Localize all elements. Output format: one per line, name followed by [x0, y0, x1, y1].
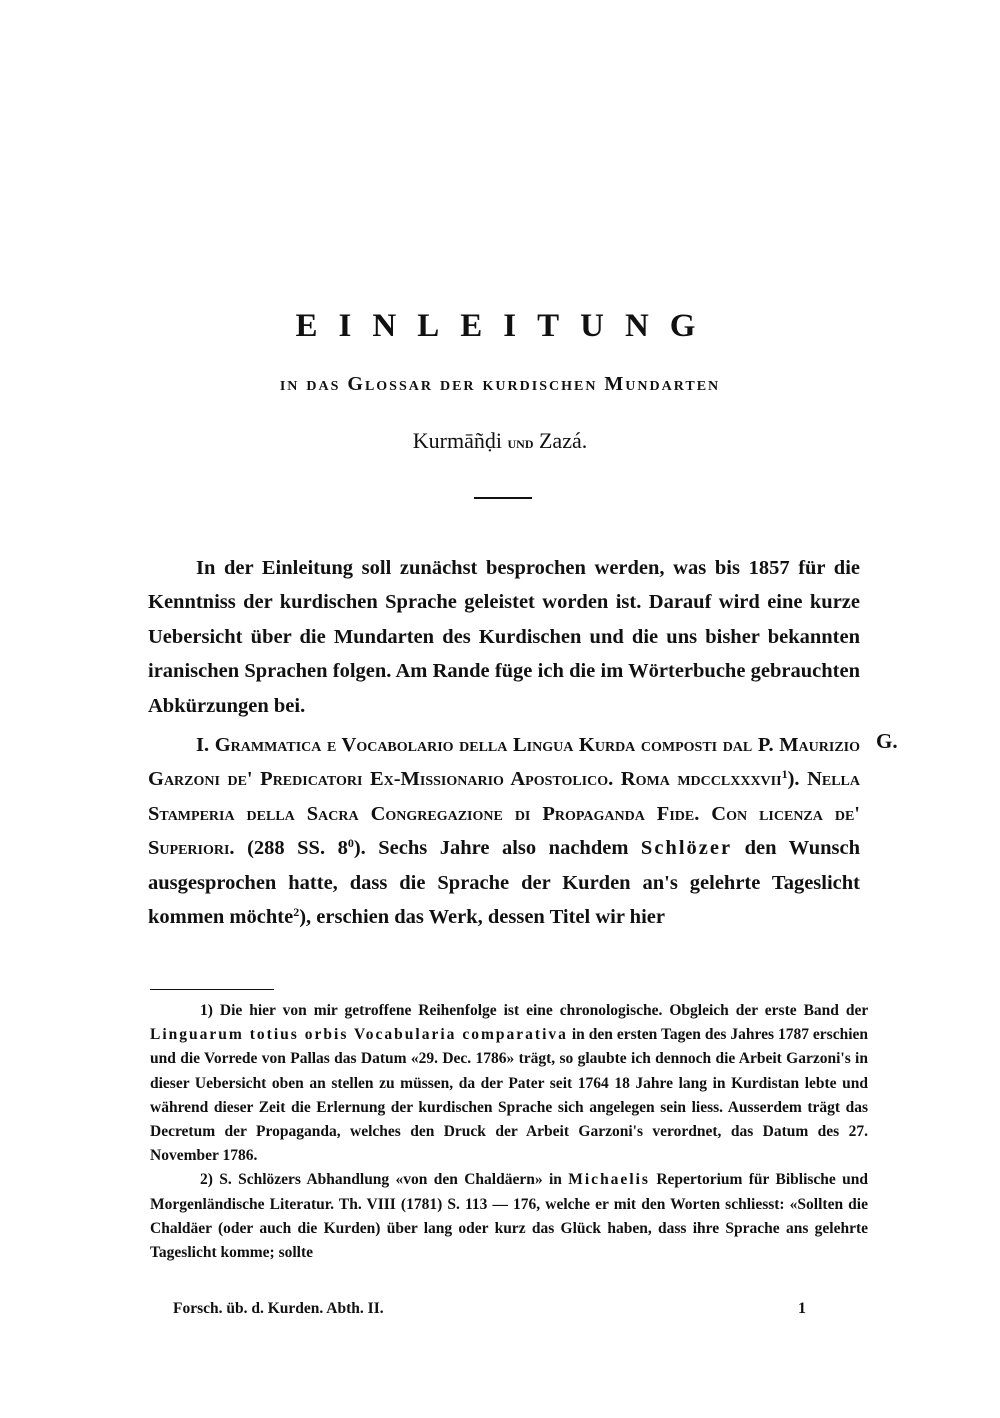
section-number: I. — [196, 734, 210, 756]
book-format: (288 SS. 8 — [247, 837, 348, 860]
chapter-subtitle-dialects — [0, 428, 1000, 454]
paragraph-text-3: ), erschien das Werk, dessen Titel wir hier — [299, 906, 665, 929]
footnotes — [150, 999, 868, 1265]
title-divider — [474, 497, 532, 499]
footnote-divider — [150, 989, 274, 990]
work-title: Linguarum totius orbis Vocabularia comparativa — [150, 1026, 568, 1044]
margin-abbreviation: G. — [876, 729, 898, 753]
paragraph-intro: In der Einleitung soll zunächst besprochen werden, was bis 1857 für die Kenntniss der kurdischen Sprache geleistet worden ist. Darauf wird eine kurze Uebersicht über die Mundarten des Kurdischen und die uns bisher bekannten iranischen Sprachen folgen. Am Rande füge ich die im Wörterbuche gebrauchten Abkürzungen bei. — [148, 557, 860, 717]
dialect-zaza: Zazá. — [538, 428, 588, 453]
footnote-2: 2) S. Schlözers Abhandlung «von den Chaldäern» in Michaelis Repertorium für Biblische und Morgenländische Literatur. Th. VIII (1781) S. 113 — 176, welche er mit den Worten schliesst: «Sollten die Chaldäer (oder auch die Kurden) über lang oder kurz das Glück haben, dass ihre Sprache ans gelehrte Tageslicht komme; sollte — [150, 1171, 869, 1262]
paragraph-text-2: den Wunsch ausgesprochen hatte, dass die Sprache der Kurden an's gelehrte Tageslicht kommen möchte — [148, 837, 861, 929]
paragraph-garzoni — [148, 728, 860, 934]
chapter-title: EINLEITUNG — [295, 308, 717, 344]
book-title: Grammatica e Vocabolario della Lingua Kurda composti dal P. Maurizio Garzoni de' Predicatori Ex-Missionario Apostolico. Roma mdcclxxxvii — [148, 734, 861, 791]
book-title-imprint: ). Nella Stamperia della Sacra Congregazione di Propaganda Fide. Con licenza de' Superiori. — [148, 768, 860, 860]
person-name-schloezer: Schlözer — [640, 837, 733, 860]
footnote-ref-2: 2 — [293, 905, 300, 920]
dialect-kurmandi: Kurmāñḍi — [412, 428, 502, 453]
paragraph-text-1: ). Sechs Jahre also nachdem — [353, 837, 629, 860]
chapter-subtitle: in das Glossar der kurdischen Mundarten — [279, 373, 721, 395]
signature-line: Forsch. üb. d. Kurden. Abth. II. — [173, 1300, 384, 1317]
page-number: 1 — [798, 1300, 806, 1317]
footnote-1: 1) Die hier von mir getroffene Reihenfolge ist eine chronologische. Obgleich der erste Band der Linguarum totius orbis Vocabularia comparativa in den ersten Tagen des Jahres 1787 erschien und die Vorrede von Pallas das Datum «29. Dec. 1786» trägt, so glaubte ich dennoch die Arbeit Garzoni's in dieser Uebersicht oben an stellen zu müssen, da der Pater seit 1764 18 Jahre lang in Kurdistan lebte und während dieser Zeit die Erlernung der kurdischen Sprache sich angelegen sein liess. Ausserdem trägt das Decretum der Propaganda, welches den Druck der Arbeit Garzoni's verordnet, das Datum des 27. November 1786. — [150, 1002, 869, 1165]
dialect-conjunction: und — [507, 433, 534, 452]
footnote-ref-1: 1 — [781, 767, 788, 782]
format-degree: 0 — [347, 836, 354, 851]
person-name-michaelis: Michaelis — [568, 1171, 650, 1189]
